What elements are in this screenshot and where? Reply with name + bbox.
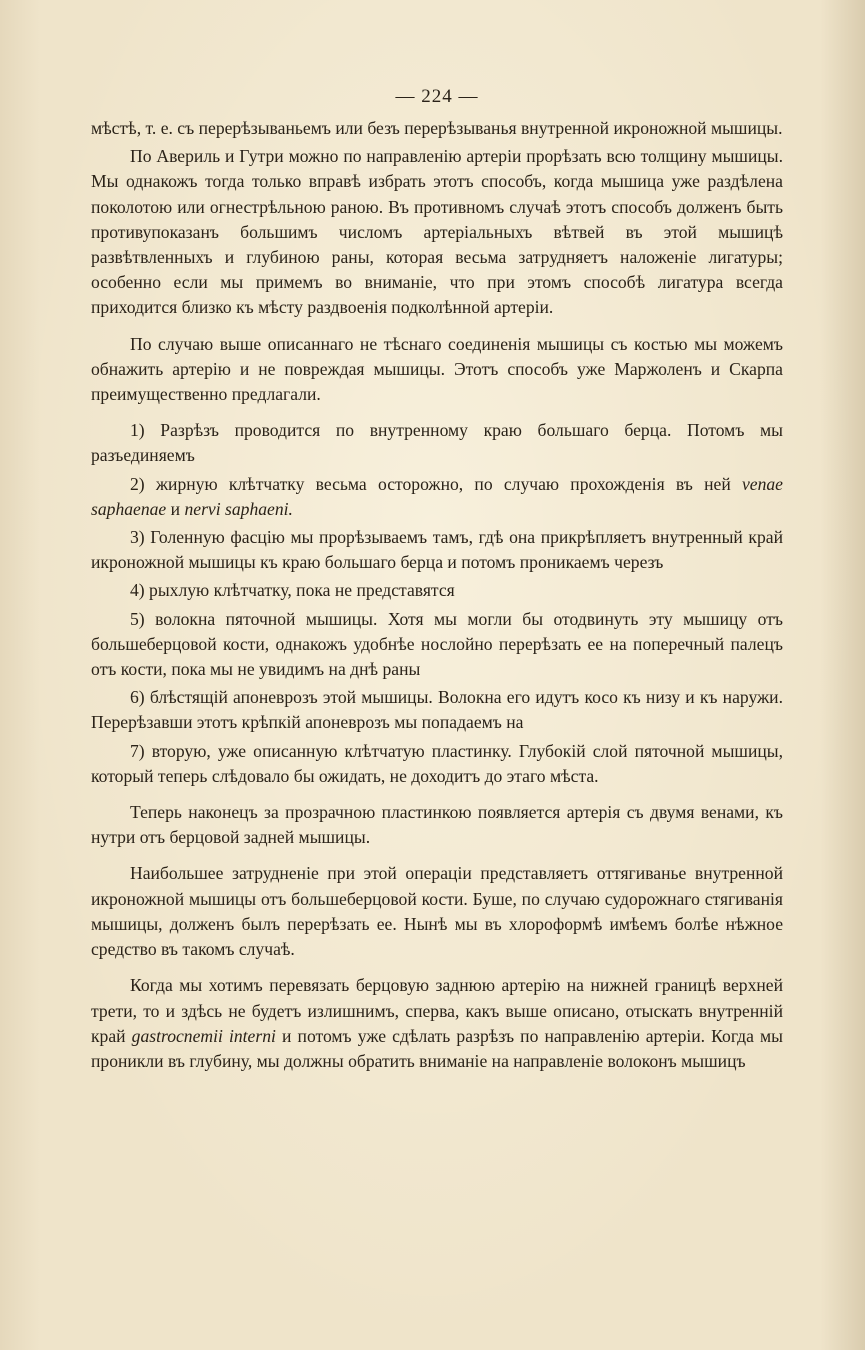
step-2-text: 2) жирную клѣтчатку весьма осторожно, по случаю прохожденія въ ней [130,473,742,494]
paragraph-artery-appears: Теперь наконецъ за прозрачною пластинкою появляется артерія съ двумя венами, къ нутри отъ берцовой задней мышицы. [91,802,783,848]
paragraph-step-5: 5) волокна пяточной мышицы. Хотя мы могли бы отодвинуть эту мышицу отъ большеберцовой кости, однакожъ удобнѣе нослойно перерѣзать ее на поперечный палецъ отъ кости, пока мы не увидимъ на днѣ раны [91,608,783,680]
page-text-block [91,84,783,1085]
paragraph-step-6: 6) блѣстящій апоневрозъ этой мышицы. Волокна его идутъ косо къ низу и къ наружи. Перерѣзавши этотъ крѣпкій апоневрозъ мы попадаемъ на [91,687,783,733]
paragraph-1: мѣстѣ, т. е. съ перерѣзываньемъ или безъ перерѣзыванья внутренной икроножной мышицы. [91,118,783,138]
paragraph-step-7: 7) вторую, уже описанную клѣтчатую пластинку. Глубокій слой пяточной мышицы, который теперь слѣдовало бы ожидать, не доходитъ до этаго мѣста. [91,740,783,786]
term-nervi-saphaeni: nervi saphaeni. [184,498,293,519]
lower-border-text-start: Когда мы хотимъ перевязать берцовую заднюю артерію на нижней границѣ верхней трети, то и здѣсь не будетъ излишнимъ, сперва, какъ выше описано, отыскать внутренній край [91,975,783,1046]
page-number: — 224 — [395,86,479,107]
paragraph-step-1: 1) Разрѣзъ проводится по внутренному краю большаго берца. Потомъ мы разъединяемъ [91,420,783,466]
term-venae-saphaenae: venae saphaenae [91,473,783,519]
paragraph-step-4: 4) рыхлую клѣтчатку, пока не представятся [130,580,455,601]
paragraph-step-3: 3) Голенную фасцію мы прорѣзываемъ тамъ, гдѣ она прикрѣпляетъ внутренный край икроножной мышицы къ краю большаго берца и потомъ проникаемъ черезъ [91,527,783,573]
lower-border-text-end: и потомъ уже сдѣлать разрѣзъ по направленію артеріи. Когда мы проникли въ глубину, мы должны обратить вниманіе на направленіе волоконъ мышицъ [91,1025,783,1071]
step-2-conjunction: и [166,498,185,519]
paragraph-lower-border [91,973,783,1074]
term-gastrocnemii-interni: gastrocnemii interni [131,1025,276,1046]
paragraph-3: По случаю выше описаннаго не тѣснаго соединенія мышицы съ костью мы можемъ обнажить артерію и не повреждая мышицы. Этотъ способъ уже Маржоленъ и Скарпа преимущественно предлагали. [91,333,783,405]
paragraph-2: По Авериль и Гутри можно по направленію артеріи прорѣзать всю толщину мышицы. Мы однакожъ тогда только вправѣ избрать этотъ способъ, когда мышица уже раздѣлена поколотою или огнестрѣльною раною. Въ противномъ случаѣ этотъ способъ долженъ быть противупоказанъ большимъ числомъ артеріальныхъ вѣтвей въ этой мышицѣ развѣтвленныхъ и глубиною раны, которая весьма затрудняетъ наложеніе лигатуры; особенно если мы примемъ во вниманіе, что при этомъ способѣ лигатура всегда приходится близко къ мѣсту раздвоенія подколѣнной артеріи. [91,146,783,318]
paragraph-step-2 [91,472,783,522]
paragraph-difficulty: Наибольшее затрудненіе при этой операціи представляетъ оттягиванье внутренной икроножной мышицы отъ большеберцовой кости. Буше, по случаю судорожнаго стягиванія мышицы, долженъ былъ перерѣзать ее. Нынѣ мы въ хлороформѣ имѣемъ болѣе нѣжное средство въ такомъ случаѣ. [91,863,783,960]
